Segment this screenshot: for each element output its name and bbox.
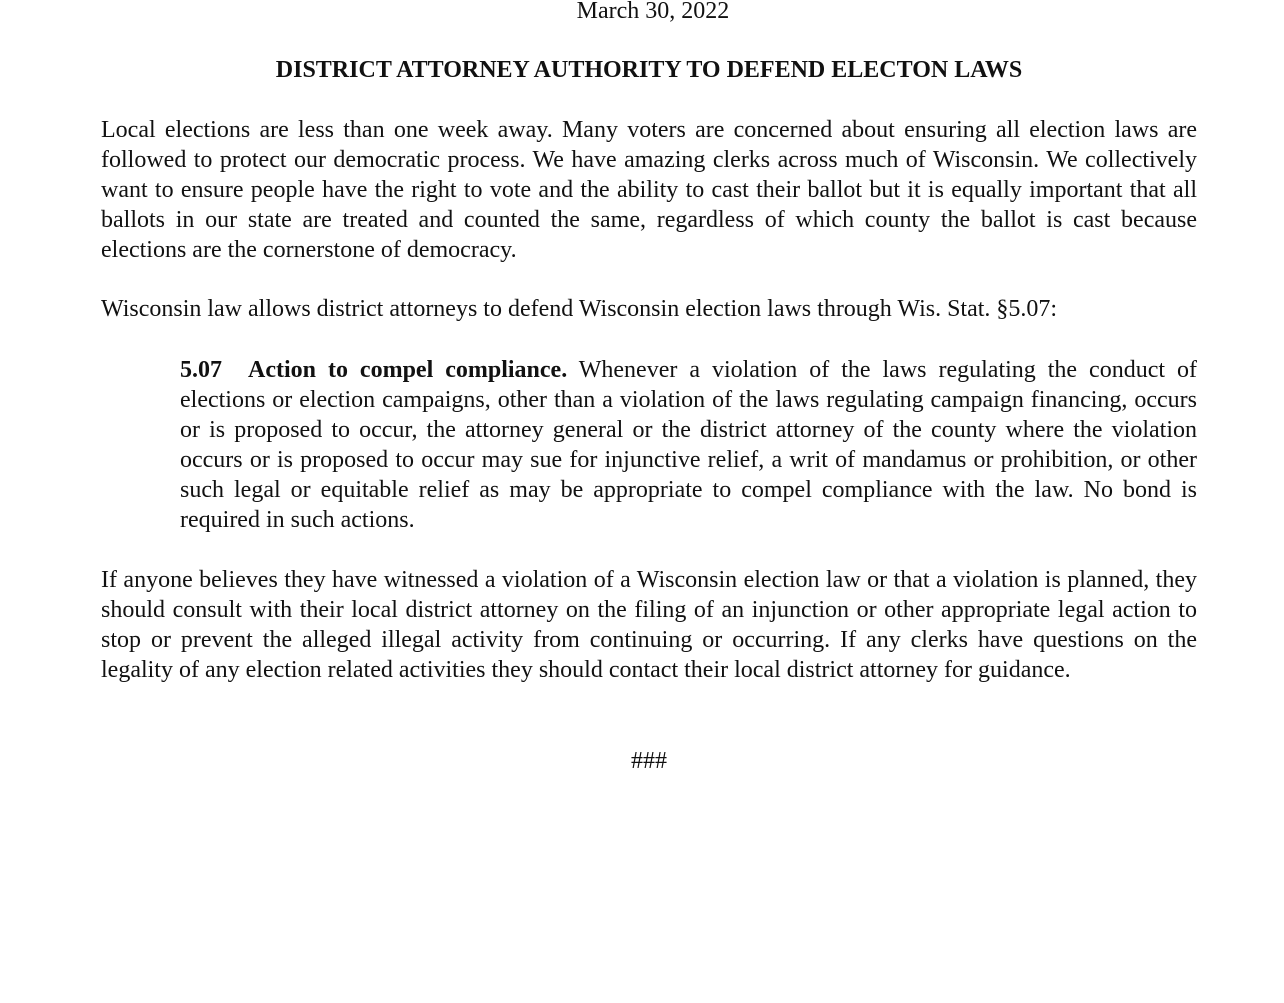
end-mark: ### <box>631 748 667 774</box>
statute-quote <box>180 355 1197 535</box>
document-title: DISTRICT ATTORNEY AUTHORITY TO DEFEND ELECTON LAWS <box>275 57 1023 83</box>
document-date: March 30, 2022 <box>576 0 730 24</box>
guidance-paragraph: If anyone believes they have witnessed a violation of a Wisconsin election law or that a violation is planned, they should consult with their local district attorney on the filing of an injunction or other appropriate legal action to stop or prevent the alleged illegal activity from continuing or occurring. If any clerks have questions on the legality of any election related activities they should contact their local district attorney for guidance. <box>101 567 1197 683</box>
statute-heading: Action to compel compliance. <box>248 357 568 383</box>
statute-intro-paragraph: Wisconsin law allows district attorneys to defend Wisconsin election laws through Wis. Stat. §5.07: <box>101 296 1058 322</box>
statute-text: Whenever a violation of the laws regulating the conduct of elections or election campaigns, other than a violation of the laws regulating campaign financing, occurs or is proposed to occur, the attorney general or the district attorney of the county where the violation occurs or is proposed to occur may sue for injunctive relief, a writ of mandamus or prohibition, or other such legal or equitable relief as may be appropriate to compel compliance with the law. No bond is required in such actions. <box>180 357 1197 533</box>
statute-number: 5.07 <box>180 357 222 383</box>
intro-paragraph: Local elections are less than one week away. Many voters are concerned about ensuring all election laws are followed to protect our democratic process. We have amazing clerks across much of Wisconsin. We collectively want to ensure people have the right to vote and the ability to cast their ballot but it is equally important that all ballots in our state are treated and counted the same, regardless of which county the ballot is cast because elections are the cornerstone of democracy. <box>101 117 1197 263</box>
